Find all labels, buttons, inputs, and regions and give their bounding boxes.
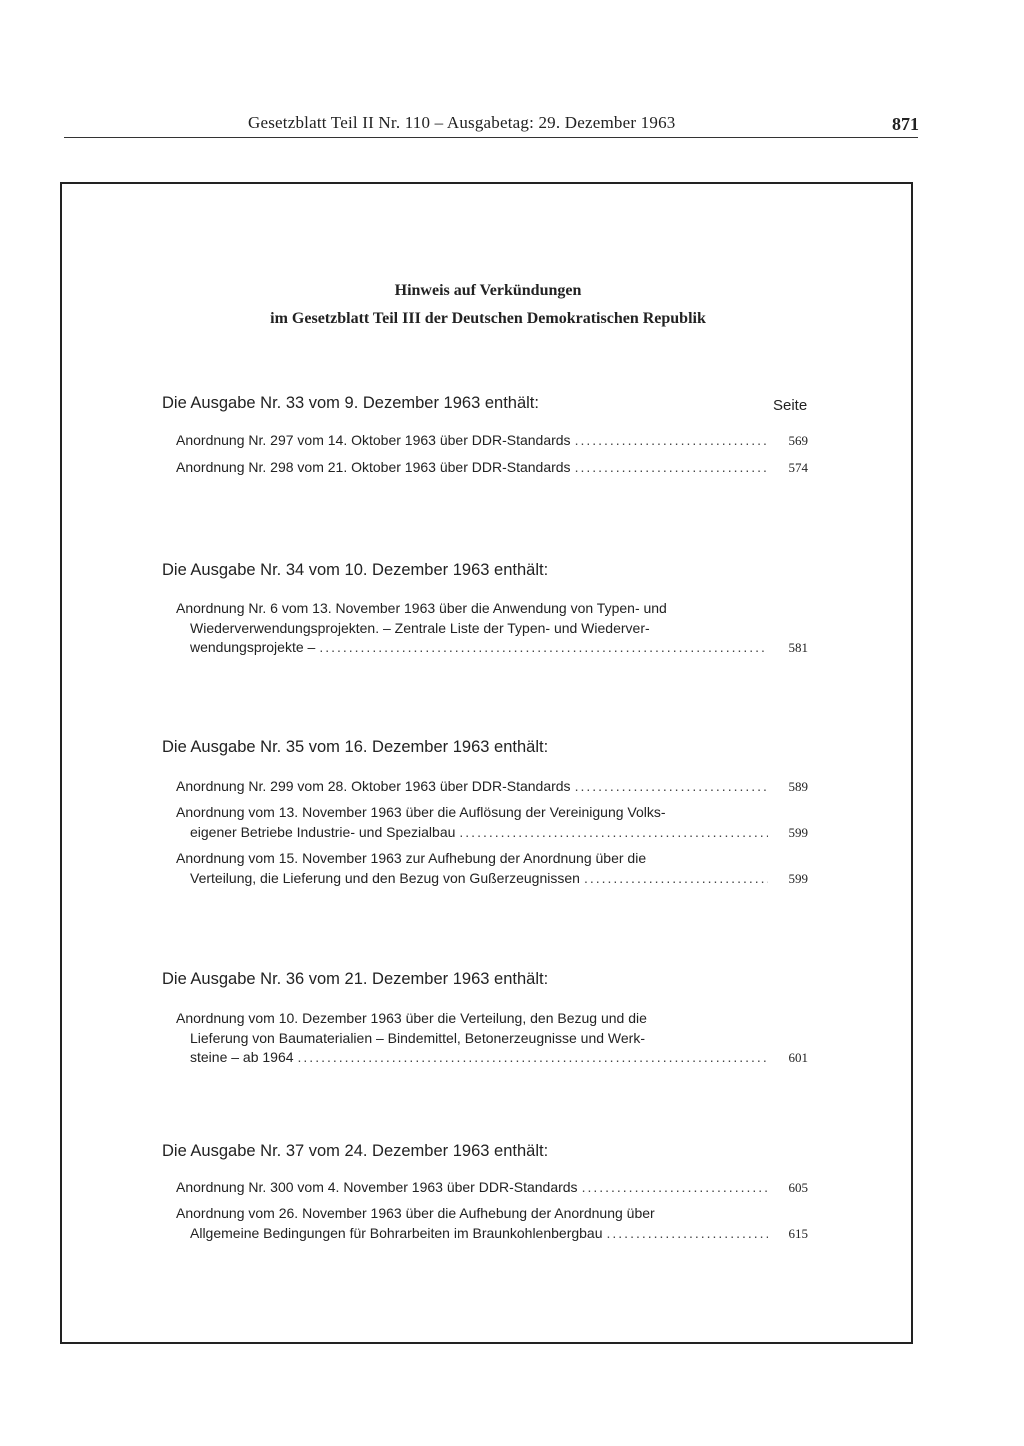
entry-text: Wiederverwendungsprojekten. – Zentrale Liste der Typen- und Wiederver- [190, 619, 650, 636]
entry-page: 581 [788, 640, 808, 655]
entry-page: 599 [788, 824, 808, 840]
list-item [176, 1009, 808, 1068]
entry-text: wendungsprojekte – [190, 639, 316, 655]
leader-dots [575, 458, 768, 478]
list-item [176, 1178, 808, 1198]
leader-dots [607, 1224, 768, 1244]
entry-page: 599 [788, 870, 808, 886]
page-number: 871 [892, 114, 919, 134]
entry-text: steine – ab 1964 [190, 1049, 294, 1065]
entry-page: 605 [788, 1180, 808, 1195]
entry-text: Anordnung vom 15. November 1963 zur Aufhebung der Anordnung über die [176, 850, 647, 866]
list-item [176, 458, 808, 478]
leader-dots [582, 1178, 768, 1198]
list-item [176, 777, 808, 797]
entry-text: Allgemeine Bedingungen für Bohrarbeiten im Braunkohlenbergbau [190, 1224, 603, 1241]
running-header: Gesetzblatt Teil II Nr. 110 – Ausgabetag: 29. Dezember 1963 [248, 113, 676, 132]
header-rule [64, 137, 918, 138]
issue-heading: Die Ausgabe Nr. 33 vom 9. Dezember 1963 enthält: [162, 394, 539, 412]
entry-text: Anordnung Nr. 297 vom 14. Oktober 1963 über DDR-Standards [176, 432, 571, 448]
entry-text: Anordnung Nr. 6 vom 13. November 1963 über die Anwendung von Typen- und [176, 600, 667, 616]
leader-dots [459, 823, 768, 843]
entry-text: Anordnung vom 26. November 1963 über die Aufhebung der Anordnung über [176, 1205, 655, 1221]
entry-page: 601 [788, 1050, 808, 1065]
issue-heading: Die Ausgabe Nr. 36 vom 21. Dezember 1963 enthält: [162, 970, 549, 988]
list-item [176, 1204, 808, 1243]
entry-text: Verteilung, die Lieferung und den Bezug von Gußerzeugnissen [190, 869, 580, 886]
leader-dots [319, 638, 768, 658]
list-item [176, 431, 808, 451]
entry-page: 569 [788, 433, 808, 448]
entry-text: Anordnung Nr. 299 vom 28. Oktober 1963 über DDR-Standards [176, 778, 571, 794]
notice-frame [60, 182, 913, 1344]
leader-dots [298, 1048, 768, 1068]
leader-dots [575, 431, 768, 451]
issue-heading: Die Ausgabe Nr. 34 vom 10. Dezember 1963 enthält: [162, 561, 549, 579]
leader-dots [584, 869, 768, 889]
entry-text: Lieferung von Baumaterialien – Bindemittel, Betonerzeugnisse und Werk- [190, 1029, 645, 1046]
issue-heading: Die Ausgabe Nr. 37 vom 24. Dezember 1963 enthält: [162, 1142, 549, 1160]
list-item [176, 599, 808, 658]
entry-text: Anordnung vom 13. November 1963 über die Auflösung der Vereinigung Volks- [176, 804, 666, 820]
list-item [176, 849, 808, 888]
notice-subtitle: im Gesetzblatt Teil III der Deutschen Demokratischen Republik [270, 310, 706, 327]
entry-text: Anordnung Nr. 300 vom 4. November 1963 über DDR-Standards [176, 1179, 578, 1195]
notice-title: Hinweis auf Verkündungen [394, 282, 582, 299]
leader-dots [575, 777, 768, 797]
entry-page: 589 [788, 779, 808, 794]
page-column-label: Seite [773, 397, 808, 414]
list-item [176, 803, 808, 842]
entry-text: Anordnung Nr. 298 vom 21. Oktober 1963 über DDR-Standards [176, 459, 571, 475]
issue-heading: Die Ausgabe Nr. 35 vom 16. Dezember 1963 enthält: [162, 738, 549, 756]
entry-page: 574 [788, 460, 808, 475]
entry-page: 615 [788, 1225, 808, 1241]
entry-text: Anordnung vom 10. Dezember 1963 über die Verteilung, den Bezug und die [176, 1010, 647, 1026]
entry-text: eigener Betriebe Industrie- und Spezialbau [190, 823, 456, 840]
